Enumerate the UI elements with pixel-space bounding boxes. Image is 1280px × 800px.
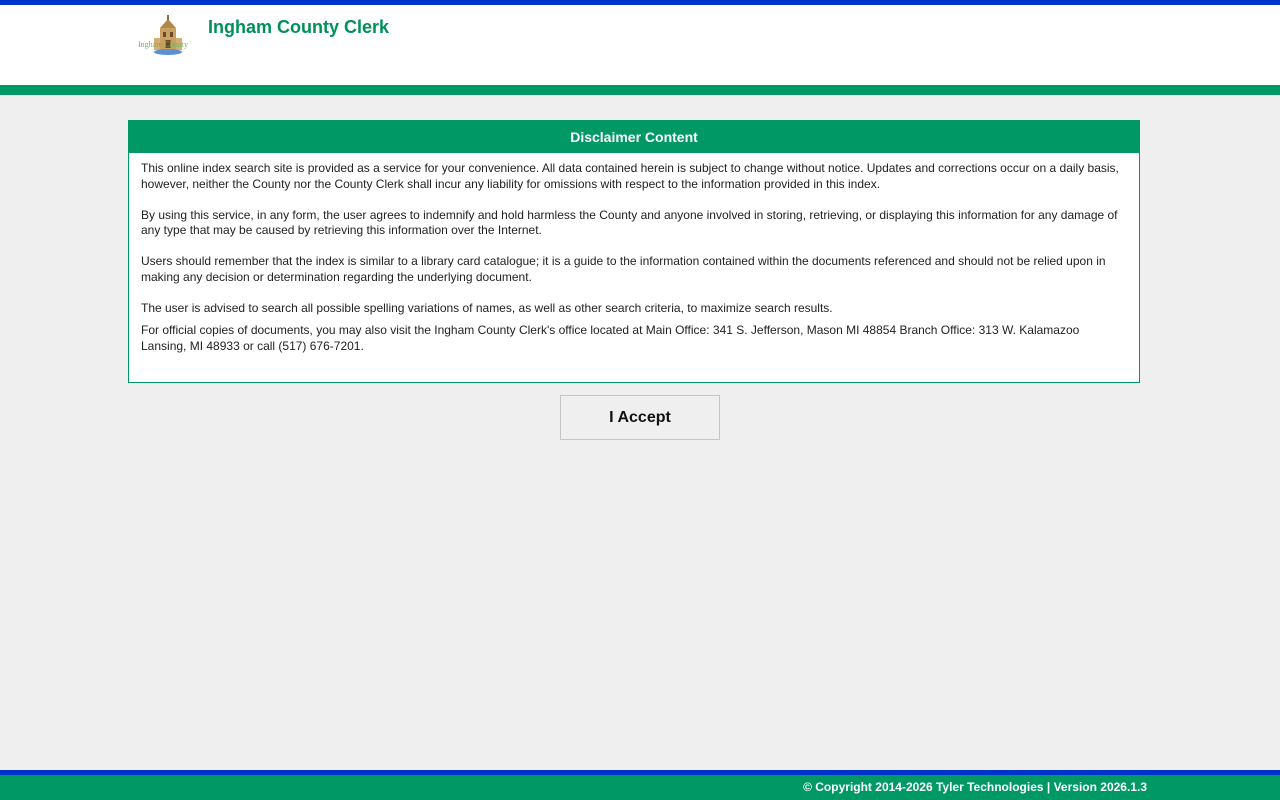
disclaimer-paragraph: The user is advised to search all possible spelling variations of names, as well as other search criteria, to maximize search results. [141,300,833,315]
logo-text: Ingham County [138,40,188,49]
header-stripe [0,85,1280,95]
site-header [0,5,1280,85]
copyright-text: © Copyright 2014-2026 Tyler Technologies | Version 2026.1.3 [803,780,1147,794]
disclaimer-paragraph: By using this service, in any form, the user agrees to indemnify and hold harmless the County and anyone involved in storing, retrieving, or displaying this information for any damage of any type that may be caused by retrieving this information over the Internet. [141,207,1118,237]
site-footer [0,775,1280,800]
disclaimer-paragraph: Users should remember that the index is similar to a library card catalogue; it is a guide to the information contained within the documents referenced and should not be relied upon in making any decision or determination regarding the underlying document. [141,254,1106,284]
disclaimer-panel [128,120,1140,383]
site-title[interactable]: Ingham County Clerk [208,17,390,37]
ingham-county-logo-icon[interactable] [136,14,200,56]
disclaimer-body [129,153,1139,354]
accept-button[interactable]: I Accept [560,395,720,440]
disclaimer-paragraph: For official copies of documents, you may also visit the Ingham County Clerk's office located at Main Office: 341 S. Jefferson, Mason MI 48854 Branch Office: 313 W. Kalamazoo Lansing, MI 48933 or call (517) 676-7201. [141,323,1080,353]
disclaimer-title: Disclaimer Content [129,121,1139,153]
disclaimer-paragraph: This online index search site is provided as a service for your convenience. All data contained herein is subject to change without notice. Updates and corrections occur on a daily basis, however, neither the County nor the County Clerk shall incur any liability for omissions with respect to the information provided in this index. [141,161,1119,191]
